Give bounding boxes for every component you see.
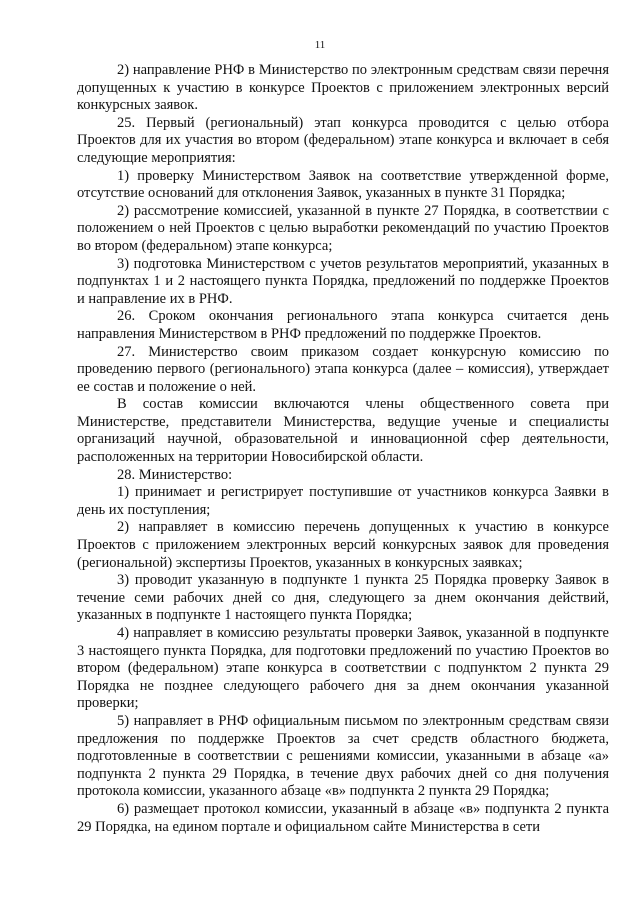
paragraph-28-item-2: 2) направляет в комиссию перечень допущенных к участию в конкурсе Проектов с приложением электронных версий конкурсных заявок для проведения (региональной) экспертизы Проектов, указанных в конкурсных заявках; xyxy=(77,519,609,571)
paragraph-27: 27. Министерство своим приказом создает конкурсную комиссию по проведению первого (регионального) этапа конкурса (далее – комиссия), утверждает ее состав и положение о ней. xyxy=(77,343,609,395)
paragraph-28-item-6: 6) размещает протокол комиссии, указанный в абзаце «в» подпункта 2 пункта 29 Порядка, на едином портале и официальном сайте Министерства в сети xyxy=(77,800,609,835)
paragraph-28-item-1: 1) принимает и регистрирует поступившие от участников конкурса Заявки в день их поступления; xyxy=(77,484,609,518)
paragraph-25-first-stage: 25. Первый (региональный) этап конкурса проводится с целью отбора Проектов для их участия во втором (федеральном) этапе конкурса и включает в себя следующие мероприятия: xyxy=(77,114,609,166)
paragraph-26: 26. Сроком окончания регионального этапа конкурса считается день направления Министерством в РНФ предложений по поддержке Проектов. xyxy=(77,308,609,342)
paragraph-28-item-5: 5) направляет в РНФ официальным письмом по электронным средствам связи предложения по поддержке Проектов за счет средств областного бюджета, подготовленные в соответствии с решениями комиссии, указанными в абзаце «а» подпункта 2 пункта 29 Порядка, в течение двух рабочих дней со дня получения протокола комиссии, указанного абзаце «в» подпункта 2 пункта 29 Порядка; xyxy=(77,712,609,800)
document-body xyxy=(77,62,609,836)
paragraph-25-item-3: 3) подготовка Министерством с учетов результатов мероприятий, указанных в подпунктах 1 и 2 настоящего пункта Порядка, предложений по поддержке Проектов и направление их в РНФ. xyxy=(77,255,609,307)
paragraph-28-item-3: 3) проводит указанную в подпункте 1 пункта 25 Порядка проверку Заявок в течение семи рабочих дней со дня, следующего за днем окончания действий, указанных в подпункте 1 настоящего пункта Порядка; xyxy=(77,572,609,624)
page-number: 11 xyxy=(314,39,326,51)
paragraph-25-item-2: 2) рассмотрение комиссией, указанной в пункте 27 Порядка, в соответствии с положением о ней Проектов с целью выработки рекомендаций по участию Проектов во втором (федеральном) этапе конкурса; xyxy=(77,202,609,254)
paragraph-27-commission-composition: В состав комиссии включаются члены общественного совета при Министерстве, представители Министерства, ведущие ученые и специалисты организаций научной, образовательной и инновационной сфер деятельности, расположенных на территории Новосибирской области. xyxy=(77,396,609,466)
paragraph-28: 28. Министерство: xyxy=(117,466,233,483)
paragraph-item-2-rnf-direction: 2) направление РНФ в Министерство по электронным средствам связи перечня допущенных к участию в конкурсе Проектов с приложением электронных версий конкурсных заявок. xyxy=(77,62,609,114)
paragraph-25-item-1: 1) проверку Министерством Заявок на соответствие утвержденной форме, отсутствие оснований для отклонения Заявок, указанных в пункте 31 Порядка; xyxy=(77,167,609,202)
paragraph-28-item-4: 4) направляет в комиссию результаты проверки Заявок, указанной в подпункте 3 настоящего пункта Порядка, для подготовки предложений по участию Проектов во втором (федеральном) этапе конкурса в соответствии с подпунктом 2 пункта 29 Порядка не позднее следующего рабочего дня за днем окончания указанной проверки; xyxy=(77,625,609,712)
